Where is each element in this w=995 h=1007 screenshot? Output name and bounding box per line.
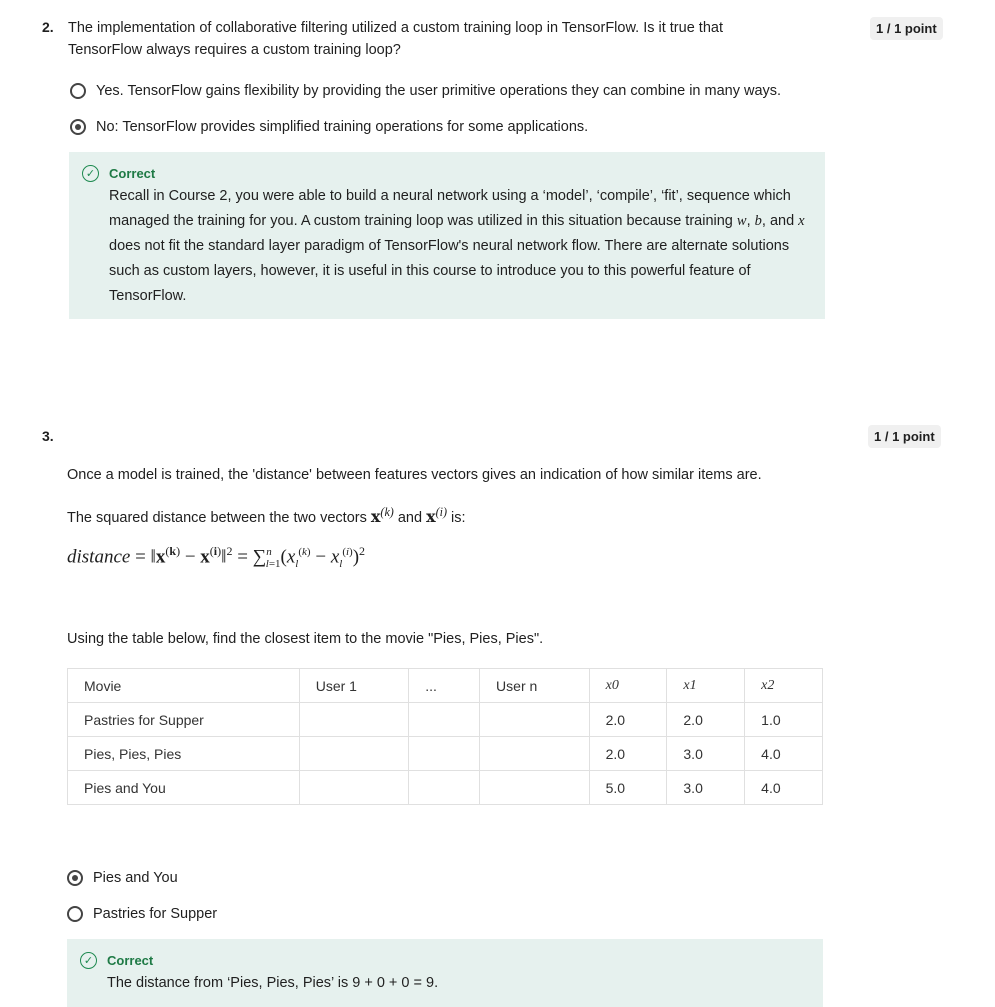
option-label: No: TensorFlow provides simplified training operations for some applications. bbox=[96, 119, 589, 135]
header-cell: User n bbox=[480, 669, 590, 703]
radio-option[interactable] bbox=[70, 83, 781, 99]
feedback-text: Recall in Course 2, you were able to build a neural network using a ‘model’, ‘compile’, ‘fit’, sequence which managed the training for you. A custom training loop was utilized in this situation because training w, b, and x does not fit the standard layer paradigm of TensorFlow's neural network flow. There are alternate solutions such as custom layers, however, it is useful in this course to introduce you to this powerful feature of TensorFlow. bbox=[109, 188, 805, 304]
radio-button[interactable] bbox=[67, 906, 83, 922]
radio-button[interactable] bbox=[70, 83, 86, 99]
radio-option[interactable] bbox=[67, 870, 178, 886]
question-number: 2. bbox=[42, 19, 54, 35]
question-text: The squared distance between the two vectors $x^{(k)}$ and $x^{(i)}$ is: bbox=[67, 505, 466, 526]
table-row: Pastries for Supper 2.0 2.0 1.0 bbox=[68, 703, 823, 737]
option-label: Yes. TensorFlow gains flexibility by providing the user primitive operations they can combine in many ways. bbox=[96, 83, 782, 99]
feedback-text: The distance from ‘Pies, Pies, Pies’ is 9 + 0 + 0 = 9. bbox=[107, 975, 439, 991]
distance-formula: distance = $‖x^{(k)}$ − $x^{(i)}‖^2 = \sum^n_{l=1}(x_l^{(k)} - x_l^{(i)})^2$ bbox=[67, 544, 366, 571]
feedback-title: Correct bbox=[107, 953, 154, 968]
header-cell: ... bbox=[409, 669, 480, 703]
table-header-row bbox=[68, 669, 823, 703]
check-circle-icon: ✓ bbox=[82, 165, 99, 182]
radio-option[interactable] bbox=[67, 906, 217, 922]
option-label: Pies and You bbox=[93, 870, 178, 886]
radio-button[interactable] bbox=[67, 870, 83, 886]
table-row: Pies, Pies, Pies 2.0 3.0 4.0 bbox=[68, 737, 823, 771]
question-intro: Once a model is trained, the 'distance' between features vectors gives an indication of how similar items are. bbox=[67, 467, 762, 483]
option-label: Pastries for Supper bbox=[93, 906, 218, 922]
header-cell: x2 bbox=[745, 669, 823, 703]
radio-button[interactable] bbox=[70, 119, 86, 135]
question-number: 3. bbox=[42, 428, 54, 444]
points-badge: 1 / 1 point bbox=[870, 17, 943, 40]
points-badge: 1 / 1 point bbox=[868, 425, 941, 448]
feedback-box bbox=[69, 152, 825, 319]
question-text: The implementation of collaborative filtering utilized a custom training loop in TensorFlow. Is it true that TensorFlow always requires a custom training loop? bbox=[68, 20, 723, 58]
header-cell: User 1 bbox=[299, 669, 409, 703]
movie-table bbox=[67, 668, 823, 805]
feedback-box bbox=[67, 939, 823, 1007]
table-row: Pies and You 5.0 3.0 4.0 bbox=[68, 771, 823, 805]
header-cell: Movie bbox=[68, 669, 300, 703]
instruction-text: Using the table below, find the closest item to the movie "Pies, Pies, Pies". bbox=[67, 631, 544, 647]
feedback-title: Correct bbox=[109, 166, 156, 181]
header-cell: x0 bbox=[589, 669, 667, 703]
check-circle-icon: ✓ bbox=[80, 952, 97, 969]
radio-option[interactable] bbox=[70, 119, 588, 135]
header-cell: x1 bbox=[667, 669, 745, 703]
